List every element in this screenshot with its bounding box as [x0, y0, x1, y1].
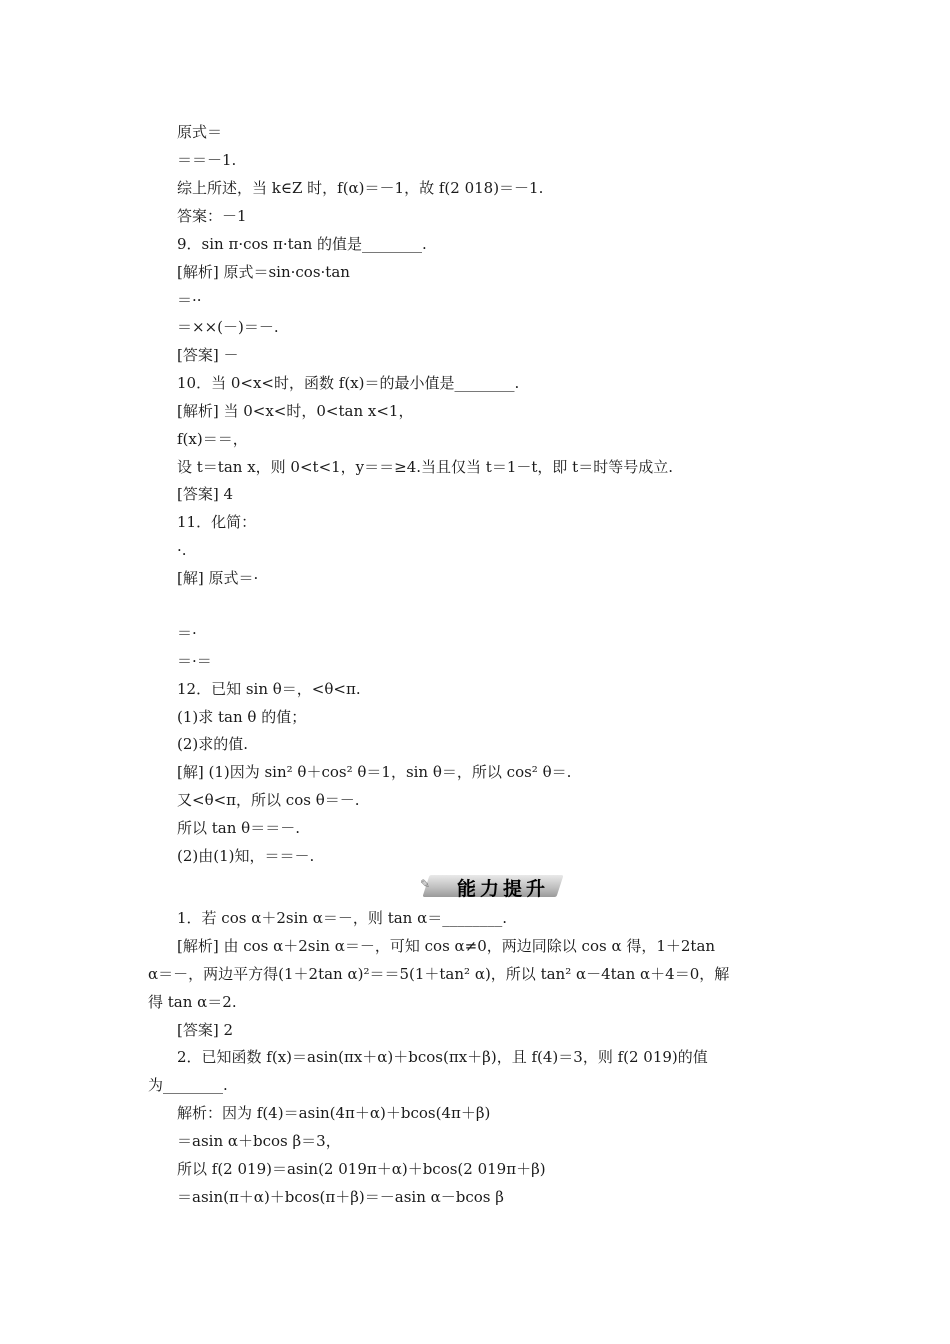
question-9: 9．sin π·cos π·tan 的值是________. — [177, 235, 427, 253]
question-11: 11．化简： — [177, 513, 257, 531]
solution-line: [解] (1)因为 sin² θ＋cos² θ＝1，sin θ＝，所以 cos² θ＝. — [177, 763, 572, 781]
question-10: 10．当 0<x<时，函数 f(x)＝的最小值是________. — [177, 374, 520, 392]
text-line: (1)求 tan θ 的值； — [177, 708, 307, 726]
text-line: ＝·· — [177, 291, 202, 309]
text-line: ·. — [177, 541, 187, 559]
text-line: 原式＝ — [177, 123, 223, 141]
answer-line: [答案] 4 — [177, 485, 234, 503]
section-banner — [418, 871, 566, 899]
text-line: (2)由(1)知，＝＝－. — [177, 847, 315, 865]
analysis-line: [解析] 原式＝sin·cos·tan — [177, 263, 350, 281]
text-line: α＝－，两边平方得(1＋2tan α)²＝＝5(1＋tan² α)，所以 tan² α－4tan α＋4＝0，解 — [148, 965, 730, 983]
text-line: ＝· — [177, 624, 197, 642]
text-line: 所以 f(2 019)＝asin(2 019π＋α)＋bcos(2 019π＋β) — [177, 1160, 546, 1178]
question-12: 12．已知 sin θ＝，<θ<π. — [177, 680, 361, 698]
text-line: 得 tan α＝2. — [148, 993, 237, 1011]
section-title: 能力提升 — [456, 878, 549, 900]
solution-line: [解] 原式＝· — [177, 569, 259, 587]
answer-line: [答案] 2 — [177, 1021, 234, 1039]
analysis-line: 解析：因为 f(4)＝asin(4π＋α)＋bcos(4π＋β) — [177, 1104, 491, 1122]
text-line: 综上所述，当 k∈Z 时，f(α)＝－1，故 f(2 018)＝－1. — [177, 179, 544, 197]
pencil-icon: ✎ — [420, 877, 431, 891]
text-line: 设 t＝tan x，则 0<t<1，y＝＝≥4.当且仅当 t＝1－t，即 t＝时等号成立. — [177, 458, 673, 476]
text-line: (2)求的值. — [177, 735, 249, 753]
answer-line: 答案：－1 — [177, 207, 247, 225]
question-2: 2．已知函数 f(x)＝asin(πx＋α)＋bcos(πx＋β)，且 f(4)＝3，则 f(2 019)的值 — [177, 1048, 708, 1066]
text-line: 为________. — [148, 1076, 228, 1094]
text-line: 又<θ<π，所以 cos θ＝－. — [177, 791, 360, 809]
analysis-line: [解析] 当 0<x<时，0<tan x<1， — [177, 402, 414, 420]
text-line: ＝asin(π＋α)＋bcos(π＋β)＝－asin α－bcos β — [177, 1188, 504, 1206]
analysis-line: [解析] 由 cos α＋2sin α＝－，可知 cos α≠0，两边同除以 cos α 得，1＋2tan — [177, 937, 716, 955]
text-line: ＝＝－1. — [177, 151, 237, 169]
text-line: ＝·＝ — [177, 652, 212, 670]
question-1: 1．若 cos α＋2sin α＝－，则 tan α＝________. — [177, 909, 508, 927]
text-line: ＝××(－)＝－. — [177, 318, 279, 336]
answer-line: [答案] － — [177, 346, 239, 364]
text-line: ＝asin α＋bcos β＝3， — [177, 1132, 341, 1150]
text-line: f(x)＝＝， — [177, 430, 248, 448]
text-line: 所以 tan θ＝＝－. — [177, 819, 300, 837]
